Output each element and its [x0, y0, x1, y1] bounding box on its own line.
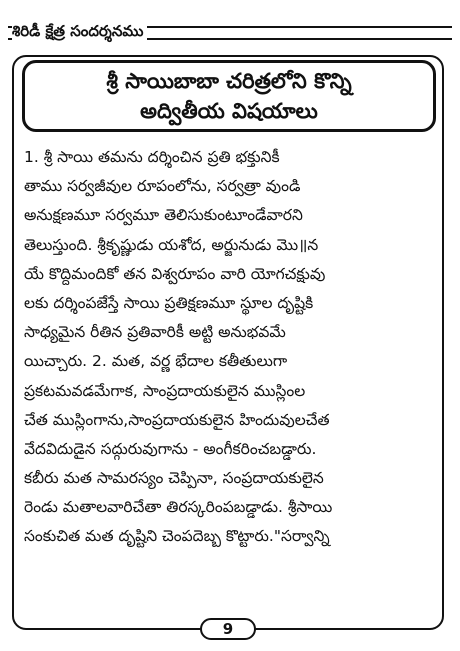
body-line: సాధ్యమైన రీతిన ప్రతివారికీ అట్టి అనుభవమే: [24, 323, 286, 342]
body-line: వేదవిదుడైన సద్గురువుగాను - అంగీకరించబడ్డారు.: [24, 439, 317, 458]
running-header: [8, 20, 452, 42]
body-line: రెండు మతాలవారిచేతా తిరస్కరింపబడ్డాడు. శ్రీసాయి: [24, 498, 333, 517]
body-text: [24, 143, 434, 552]
chapter-title-line-1: శ్రీ సాయిబాబా చరిత్రలోని కొన్ని: [106, 69, 352, 93]
page-number: 9: [200, 618, 256, 640]
body-line: ప్రకటమవడమేగాక, సాంప్రదాయకులైన ముస్లింల: [24, 381, 306, 400]
chapter-title-box: [22, 60, 436, 132]
body-line: యిచ్చారు. 2. మత, వర్ణ భేదాల కతీతులుగా: [24, 352, 288, 371]
body-line: తెలుస్తుంది. శ్రీకృష్ణుడు యశోద, అర్జునుడు మొ॥న: [24, 235, 319, 254]
body-line: యే కొద్దిమందికో తన విశ్వరూపం వారి యోగచక్షువు: [24, 264, 326, 283]
chapter-title-line-2: అద్వితీయ విషయాలు: [140, 99, 318, 123]
body-line: చేత ముస్లింగాను,సాంప్రదాయకులైన హిందువులచేత: [24, 410, 330, 429]
body-line: లకు దర్శింపజేస్తే సాయి ప్రతిక్షణమూ స్థూల దృష్టికి: [24, 293, 314, 312]
body-line: సంకుచిత మత దృష్టిని చెంపదెబ్బ కొట్టారు."సర్వాన్ని: [24, 527, 330, 546]
body-line: 1. శ్రీ సాయి తమను దర్శించిన ప్రతి భక్తునికీ: [24, 148, 280, 166]
running-title: శిరిడీ క్షేత్ర సందర్శనము: [12, 20, 147, 42]
body-line: కబీరు మత సామరస్యం చెప్పినా, సంప్రదాయకులైన: [24, 469, 324, 488]
body-line: అనుక్షణమూ సర్వమూ తెలిసుకుంటూండేవారని: [24, 206, 303, 225]
body-line: తాము సర్వజీవుల రూపంలోను, సర్వత్రా వుండి: [24, 177, 301, 196]
